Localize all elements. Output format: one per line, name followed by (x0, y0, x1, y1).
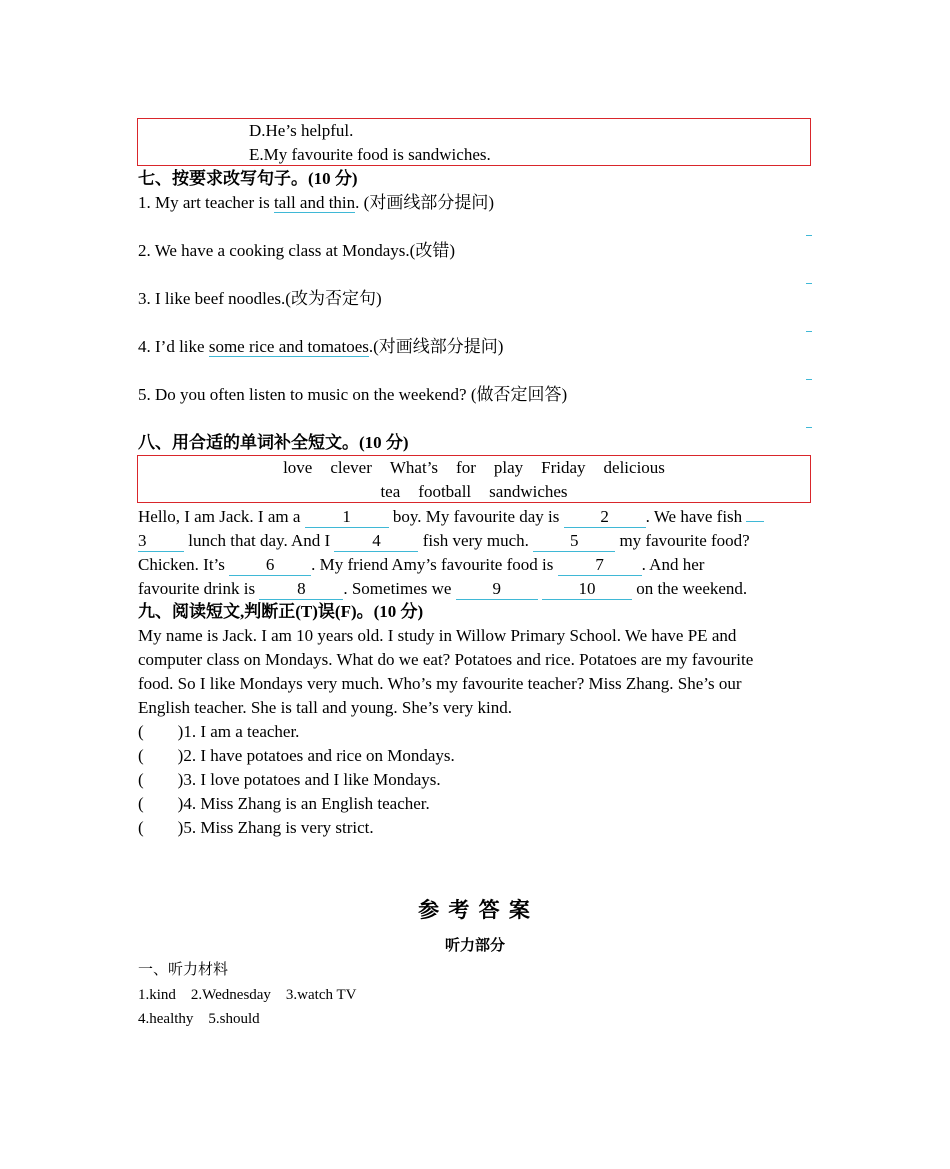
section7-title: 七、按要求改写句子。(10 分) (138, 169, 358, 188)
answers-subtitle: 听力部分 (444, 938, 505, 954)
answers-part-1: 一、听力材料 (138, 962, 229, 978)
word-bank-box (137, 455, 811, 503)
answer-line-marker (806, 283, 812, 284)
s7-question-3: 3. I like beef noodles.(改为否定句) (138, 289, 382, 308)
blank-1[interactable]: 1 (305, 507, 389, 528)
tf-item-1: ( )1. I am a teacher. (138, 722, 300, 741)
blank-10[interactable]: 10 (542, 579, 632, 600)
word: What’s (389, 458, 439, 477)
section9-title: 九、阅读短文,判断正(T)误(F)。(10 分) (138, 602, 424, 621)
s7-question-5: 5. Do you often listen to music on the weekend? (做否定回答) (138, 385, 568, 404)
s7-question-4: 4. I’d like some rice and tomatoes.(对画线部分提问) (138, 337, 504, 356)
blank-4[interactable]: 4 (334, 531, 418, 552)
word-bank-row-1 (138, 456, 810, 480)
answers-row-2: 4.healthy 5.should (138, 1011, 260, 1027)
cloze-line-1: Hello, I am Jack. I am a 1 boy. My favourite day is 2 . We have fish (138, 505, 764, 529)
word: Friday (541, 458, 586, 477)
tf-item-5: ( )5. Miss Zhang is very strict. (138, 818, 374, 837)
answer-line-marker (806, 379, 812, 380)
answers-title: 参 考 答 案 (418, 898, 532, 922)
word: for (456, 458, 476, 477)
passage-line: English teacher. She is tall and young. She’s very kind. (138, 698, 512, 717)
word: football (418, 482, 472, 501)
options-box (137, 118, 811, 166)
blank-2[interactable]: 2 (564, 507, 646, 528)
blank-3[interactable]: 3 (138, 531, 184, 552)
blank-5[interactable]: 5 (533, 531, 615, 552)
word: clever (330, 458, 372, 477)
s7-question-2: 2. We have a cooking class at Mondays.(改错) (138, 241, 455, 260)
blank-8[interactable]: 8 (259, 579, 343, 600)
cloze-line-4: favourite drink is 8 . Sometimes we 9 10 on the weekend. (138, 579, 748, 598)
tf-item-2: ( )2. I have potatoes and rice on Mondays. (138, 746, 455, 765)
blank-9[interactable]: 9 (456, 579, 538, 600)
passage-line: My name is Jack. I am 10 years old. I study in Willow Primary School. We have PE and (138, 626, 737, 645)
passage-line: computer class on Mondays. What do we eat? Potatoes and rice. Potatoes are my favourite (138, 650, 754, 669)
blank-7[interactable]: 7 (558, 555, 642, 576)
word-bank-row-2 (138, 480, 810, 504)
answer-line-marker (806, 427, 812, 428)
answer-line-marker (806, 235, 812, 236)
blank-6[interactable]: 6 (229, 555, 311, 576)
option-e: E.My favourite food is sandwiches. (249, 145, 491, 164)
option-d: D.He’s helpful. (249, 121, 354, 140)
word: play (493, 458, 524, 477)
word: sandwiches (489, 482, 568, 501)
answers-row-1: 1.kind 2.Wednesday 3.watch TV (138, 987, 357, 1003)
cloze-line-3: Chicken. It’s 6 . My friend Amy’s favourite food is 7 . And her (138, 555, 705, 574)
answer-line-marker (806, 331, 812, 332)
word: delicious (603, 458, 665, 477)
word: love (283, 458, 313, 477)
cloze-line-2: 3 lunch that day. And I 4 fish very much. 5 my favourite food? (138, 531, 750, 550)
passage-line: food. So I like Mondays very much. Who’s my favourite teacher? Miss Zhang. She’s our (138, 674, 742, 693)
section8-title: 八、用合适的单词补全短文。(10 分) (138, 433, 409, 452)
tf-item-4: ( )4. Miss Zhang is an English teacher. (138, 794, 430, 813)
word: tea (380, 482, 401, 501)
tf-item-3: ( )3. I love potatoes and I like Mondays. (138, 770, 441, 789)
s7-question-1: 1. My art teacher is tall and thin. (对画线部分提问) (138, 193, 494, 212)
blank-3-lead[interactable] (746, 521, 764, 522)
